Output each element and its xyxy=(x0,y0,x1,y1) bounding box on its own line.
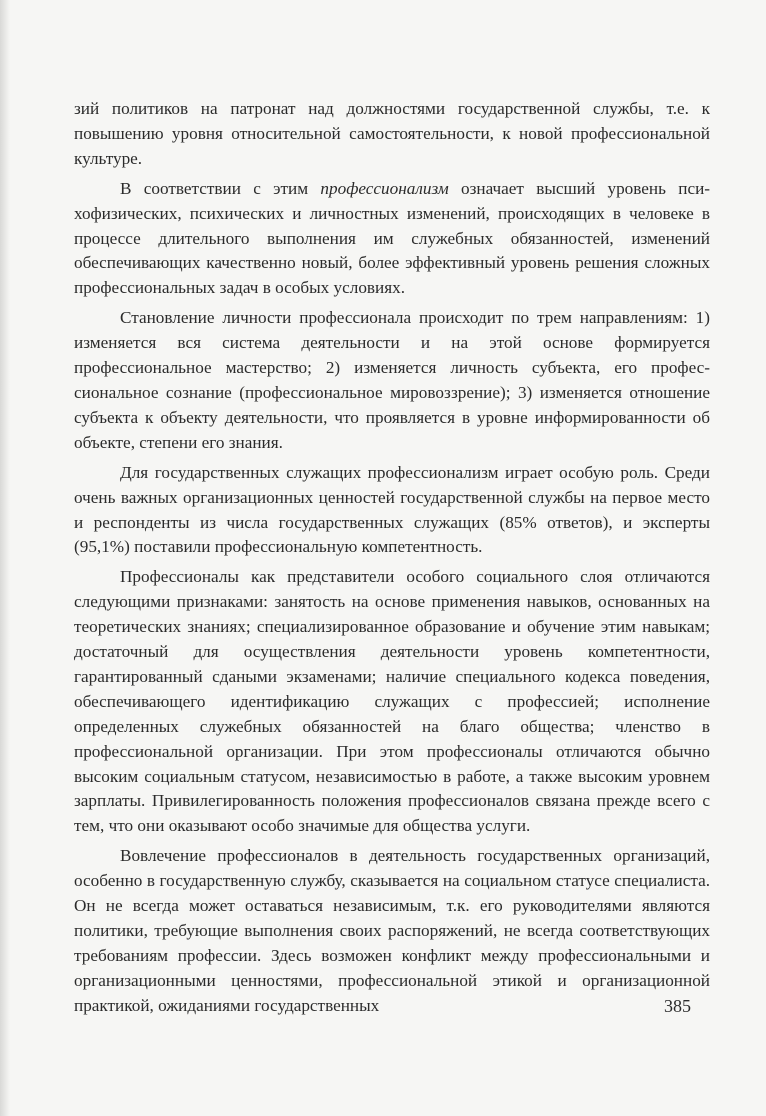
paragraph-5 xyxy=(74,565,710,839)
paragraph-3-text: Становление личности профессионала происходит по трем направлениям: 1) изменяется вся система деятельности и на этой основе формируется профессиональное мастерство; 2) изменяется личность субъекта, его профессиональное сознание (профессиональное мировоззрение); 3) изменяется отношение субъекта к объекту деятельности, что проявляется в уровне информированности об объекте, степени его знания. xyxy=(74,308,710,452)
paragraph-2-text-end: означает высший уровень психофизических, психических и личностных изменений, происходящих в человеке в процессе длительного выполнения им служебных обязанностей, изменений обеспечивающих качественно новый, более эффективный уровень решения сложных профессиональных задач в особых условиях. xyxy=(74,178,711,298)
paragraph-6 xyxy=(74,844,710,1018)
paragraph-2 xyxy=(74,177,710,302)
paragraph-5-text: Профессионалы как представители особого социального слоя отличаются следующими признаками: занятость на основе применения навыков, основанных на теоретических знаниях; специализированное образование и обучение этим навыкам; достаточный для осуществления деятельности уровень компетентности, гарантированный сдаными экзаменами; наличие специального кодекса поведения, обеспечивающего идентификацию служащих с профессией; исполнение определенных служебных обязанностей на благо общества; членство в профессиональной организации. При этом профессионалы отличаются обычно высоким социальным статусом, независимостью в работе, а также высоким уровнем зарплаты. Привилегированность положения профессионалов связана прежде всего с тем, что они оказывают особо значимые для общества услуги. xyxy=(74,567,710,836)
page-edge-shadow xyxy=(0,0,10,1116)
paragraph-6-text: Вовлечение профессионалов в деятельность государственных организаций, особенно в государственную службу, сказывается на социальном статусе специалиста. Он не всегда может оставаться независимым, т.к. его руководителями являются политики, требующие выполнения своих распоряжений, не всегда соответствующих требованиям профессии. Здесь возможен конфликт между профессиональными и организационными ценностями, профессиональной этикой и организационной практикой, ожиданиями государственных xyxy=(74,846,710,1015)
paragraph-4 xyxy=(74,461,710,561)
paragraph-2-text-start: В соответствии с этим xyxy=(120,178,321,198)
paragraph-3 xyxy=(74,306,710,455)
paragraph-1 xyxy=(74,97,710,172)
term-professionalism: профессионализм xyxy=(320,178,449,198)
page-number: 385 xyxy=(664,996,691,1016)
paragraph-1-text: зий политиков на патронат над должностями государственной службы, т.е. к повышению уровня относительной самостоятельности, к новой профессиональной культуре. xyxy=(74,99,710,168)
body-text xyxy=(74,97,710,1019)
paragraph-4-text: Для государственных служащих профессионализм играет особую роль. Среди очень важных организационных ценностей государственной службы на первое место и респонденты из числа государственных служащих (85% ответов), и эксперты (95,1%) поставили профессиональную компетентность. xyxy=(74,462,710,557)
